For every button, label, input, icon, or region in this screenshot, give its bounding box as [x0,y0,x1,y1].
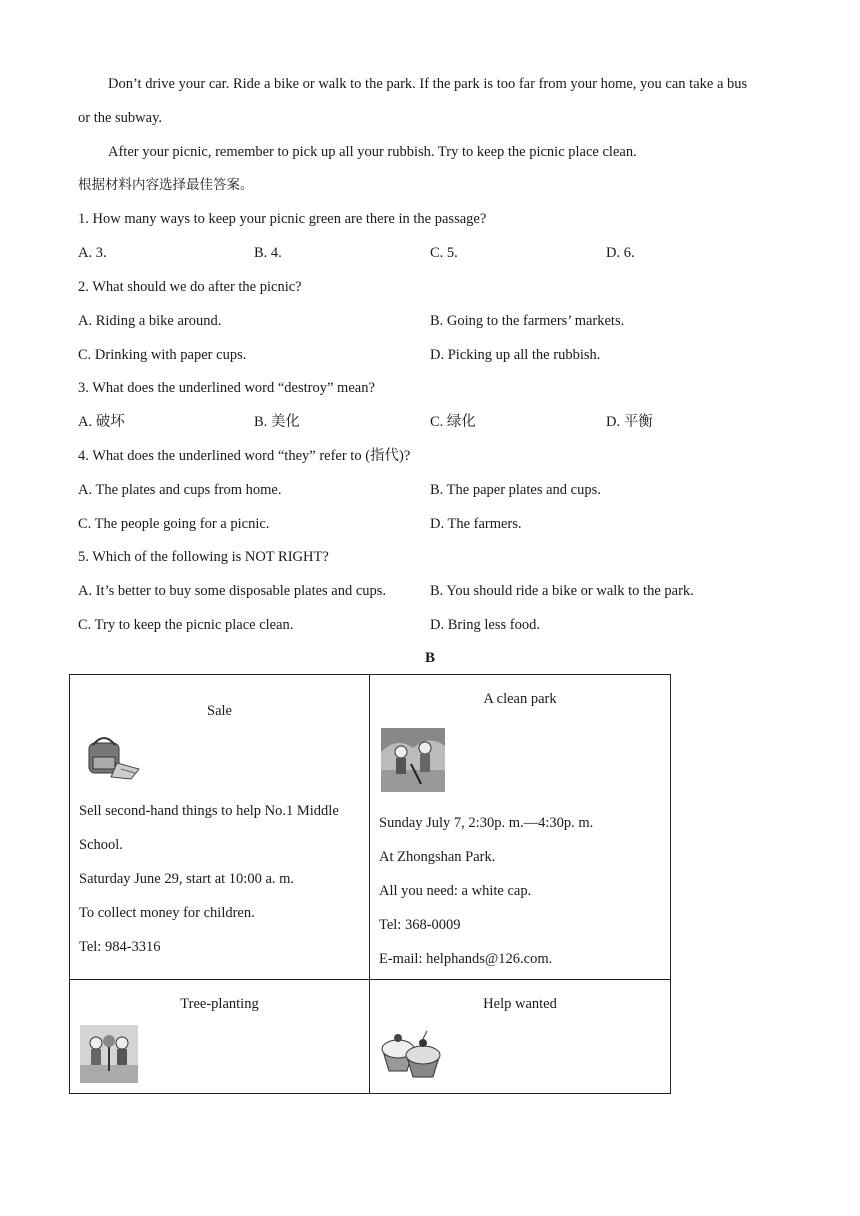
option-c[interactable]: C. Try to keep the picnic place clean. [78,617,294,633]
option-a[interactable]: A. 3. [78,245,107,261]
instruction: 根据材料内容选择最佳答案。 [78,177,254,193]
ad-title: Help wanted [483,996,557,1012]
ad-line: At Zhongshan Park. [379,849,496,865]
question-stem: 1. How many ways to keep your picnic green are there in the passage? [78,211,487,227]
kids-planting-tree-icon [80,1025,138,1083]
option-b[interactable]: B. 美化 [254,414,300,430]
passage-line: Don’t drive your car. Ride a bike or walk to the park. If the park is too far from your home, you can take a bus [108,76,748,92]
passage-line: or the subway. [78,110,163,126]
option-d[interactable]: D. 平衡 [606,414,653,430]
option-b[interactable]: B. You should ride a bike or walk to the park. [430,583,694,599]
ad-line: Sunday July 7, 2:30p. m.—4:30p. m. [379,815,594,831]
ad-title: A clean park [483,691,557,707]
ad-cell-clean-park [370,675,671,980]
option-d[interactable]: D. Bring less food. [430,617,540,633]
schoolbag-icon [81,733,143,783]
ad-line: Tel: 368-0009 [379,917,461,933]
ad-title: Sale [207,703,232,719]
option-a[interactable]: A. Riding a bike around. [78,313,222,329]
ad-line: Tel: 984-3316 [79,939,161,955]
ad-line: To collect money for children. [79,905,255,921]
option-a[interactable]: A. The plates and cups from home. [78,482,282,498]
ad-cell-tree-planting [70,980,370,1094]
cupcakes-icon [379,1025,441,1079]
question-stem: 3. What does the underlined word “destroy” mean? [78,380,375,396]
option-c[interactable]: C. The people going for a picnic. [78,516,270,532]
question-stem: 5. Which of the following is NOT RIGHT? [78,549,329,565]
option-c[interactable]: C. 绿化 [430,414,476,430]
ad-line: Sell second-hand things to help No.1 Middle [79,803,339,819]
option-d[interactable]: D. 6. [606,245,635,261]
section-heading: B [424,650,435,666]
ads-table [69,674,671,1094]
question-stem: 4. What does the underlined word “they” refer to (指代)? [78,448,411,464]
ad-title: Tree-planting [180,996,259,1012]
option-b[interactable]: B. 4. [254,245,282,261]
ad-cell-help-wanted [370,980,671,1094]
ad-line: E-mail: helphands@126.com. [379,951,553,967]
option-c[interactable]: C. 5. [430,245,458,261]
ad-line: School. [79,837,123,853]
option-d[interactable]: D. Picking up all the rubbish. [430,347,601,363]
passage-line: After your picnic, remember to pick up all your rubbish. Try to keep the picnic place clean. [108,144,637,160]
question-stem: 2. What should we do after the picnic? [78,279,302,295]
option-d[interactable]: D. The farmers. [430,516,522,532]
ad-line: Saturday June 29, start at 10:00 a. m. [79,871,295,887]
ad-line: All you need: a white cap. [379,883,532,899]
option-a[interactable]: A. 破坏 [78,414,125,430]
option-c[interactable]: C. Drinking with paper cups. [78,347,247,363]
kids-cleaning-park-icon [381,728,445,792]
option-a[interactable]: A. It’s better to buy some disposable plates and cups. [78,583,387,599]
option-b[interactable]: B. Going to the farmers’ markets. [430,313,625,329]
option-b[interactable]: B. The paper plates and cups. [430,482,601,498]
ad-cell-sale [70,675,370,980]
